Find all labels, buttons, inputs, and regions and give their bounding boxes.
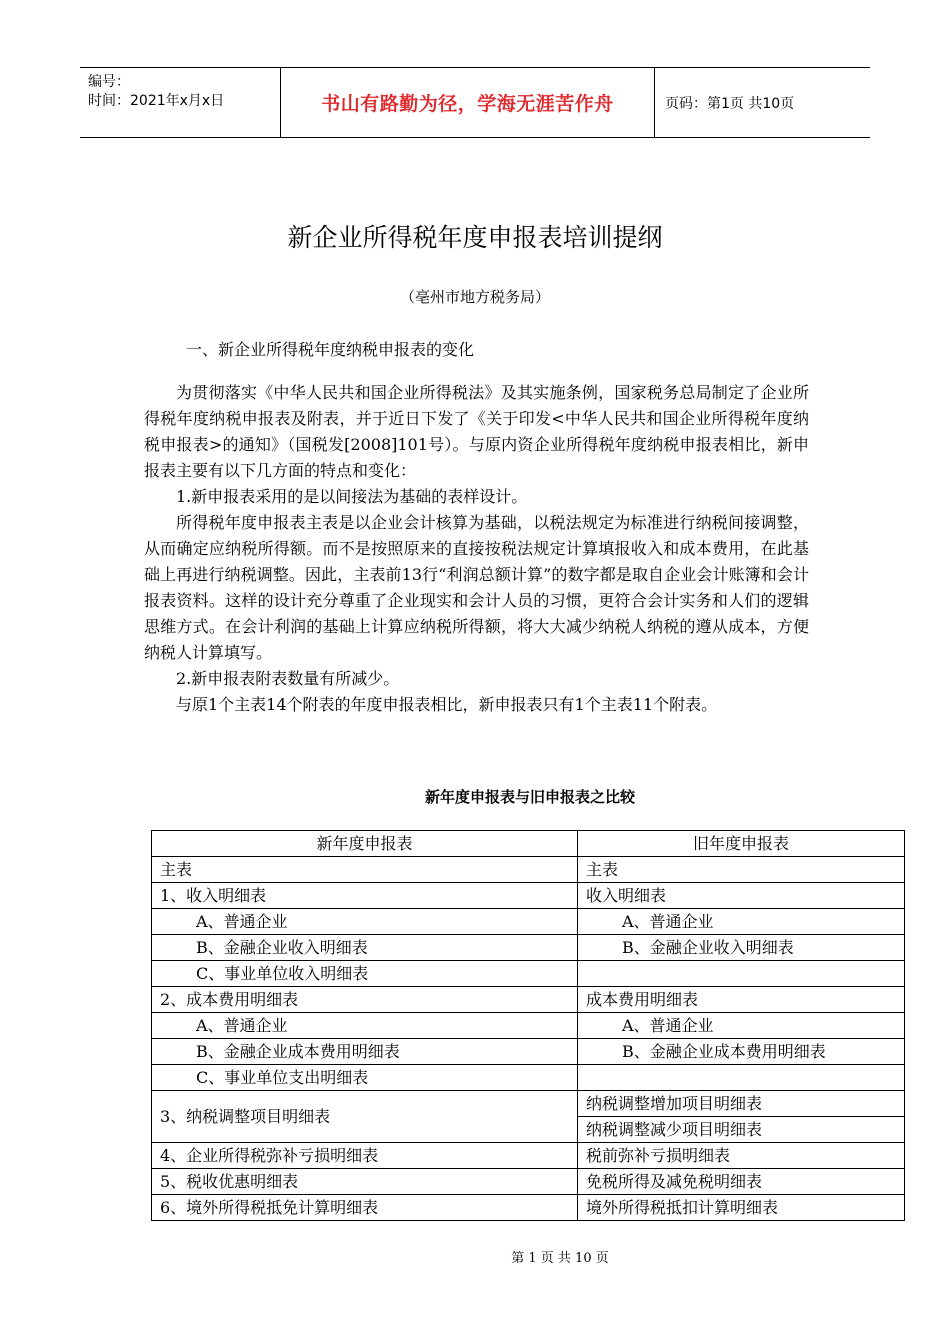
table-cell: 免税所得及减免税明细表 (578, 1169, 905, 1195)
table-row (152, 935, 905, 961)
document-title: 新企业所得税年度申报表培训提纲 (287, 223, 663, 252)
page-footer: 第 1 页 共 10 页 (511, 1251, 609, 1266)
paragraph: 2.新申报表附表数量有所减少。 (176, 669, 400, 688)
table-cell: A、普通企业 (578, 1013, 905, 1039)
table-row (152, 1039, 905, 1065)
table-cell: A、普通企业 (152, 1013, 578, 1039)
table-header-row (152, 831, 905, 857)
table-cell: 主表 (152, 857, 578, 883)
table-cell: 主表 (578, 857, 905, 883)
page-header (80, 67, 870, 138)
table-cell: 5、税收优惠明细表 (152, 1169, 578, 1195)
document-number: 编号： (88, 74, 130, 90)
document-subtitle: （亳州市地方税务局） (399, 288, 550, 306)
table-cell: 3、纳税调整项目明细表 (152, 1091, 578, 1143)
table-cell: C、事业单位支出明细表 (152, 1065, 578, 1091)
table-cell: 收入明细表 (578, 883, 905, 909)
table-cell: 纳税调整增加项目明细表 (578, 1091, 905, 1117)
section-heading: 一、新企业所得税年度纳税申报表的变化 (186, 340, 475, 359)
table-cell: 1、收入明细表 (152, 883, 578, 909)
table-cell: B、金融企业成本费用明细表 (152, 1039, 578, 1065)
table-cell: B、金融企业收入明细表 (152, 935, 578, 961)
table-row (152, 1013, 905, 1039)
table-cell: A、普通企业 (152, 909, 578, 935)
table-cell: 6、境外所得税抵免计算明细表 (152, 1195, 578, 1221)
paragraph: 为贯彻落实《中华人民共和国企业所得税法》及其实施条例，国家税务总局制定了企业所得税年度纳税申报表及附表，并于近日下发了《关于印发<中华人民共和国企业所得税年度纳税申报表>的通知》（国税发[2008]101号）。与原内资企业所得税年度纳税申报表相比，新申报表主要有以下几方面的特点和变化： (144, 383, 809, 480)
table-row (152, 1091, 905, 1117)
column-header-new: 新年度申报表 (152, 831, 578, 857)
table-row (152, 1169, 905, 1195)
table-row (152, 857, 905, 883)
table-row (152, 1143, 905, 1169)
table-cell: 税前弥补亏损明细表 (578, 1143, 905, 1169)
header-meta (80, 68, 280, 142)
table-row (152, 1065, 905, 1091)
paragraph: 1.新申报表采用的是以间接法为基础的表样设计。 (176, 487, 528, 506)
table-cell: B、金融企业成本费用明细表 (578, 1039, 905, 1065)
table-cell: 4、企业所得税弥补亏损明细表 (152, 1143, 578, 1169)
document-date: 时间：2021年x月x日 (88, 93, 225, 109)
header-motto (280, 68, 655, 137)
body-text (144, 380, 809, 718)
table-row (152, 1195, 905, 1221)
table-cell (578, 1065, 905, 1091)
table-row (152, 987, 905, 1013)
table-cell: 成本费用明细表 (578, 987, 905, 1013)
table-cell: 2、成本费用明细表 (152, 987, 578, 1013)
table-cell: 纳税调整减少项目明细表 (578, 1117, 905, 1143)
table-cell: B、金融企业收入明细表 (578, 935, 905, 961)
table-cell: A、普通企业 (578, 909, 905, 935)
table-cell: 境外所得税抵扣计算明细表 (578, 1195, 905, 1221)
column-header-old: 旧年度申报表 (578, 831, 905, 857)
table-row (152, 883, 905, 909)
table-row (152, 909, 905, 935)
comparison-table (151, 830, 905, 1221)
table-cell (578, 961, 905, 987)
motto-text: 书山有路勤为径，学海无涯苦作舟 (321, 93, 614, 115)
table-row (152, 961, 905, 987)
paragraph: 所得税年度申报表主表是以企业会计核算为基础，以税法规定为标准进行纳税间接调整，从而确定应纳税所得额。而不是按照原来的直接按税法规定计算填报收入和成本费用，在此基础上再进行纳税调整。因此，主表前13行“利润总额计算”的数字都是取自企业会计账簿和会计报表资料。这样的设计充分尊重了企业现实和会计人员的习惯，更符合会计实务和人们的逻辑思维方式。在会计利润的基础上计算应纳税所得额，将大大减少纳税人纳税的遵从成本，方便纳税人计算填写。 (144, 513, 809, 662)
header-page-info: 页码：第1页 共10页 (665, 95, 795, 112)
table-cell: C、事业单位收入明细表 (152, 961, 578, 987)
table-caption: 新年度申报表与旧申报表之比较 (424, 788, 635, 806)
paragraph: 与原1个主表14个附表的年度申报表相比，新申报表只有1个主表11个附表。 (176, 695, 718, 714)
